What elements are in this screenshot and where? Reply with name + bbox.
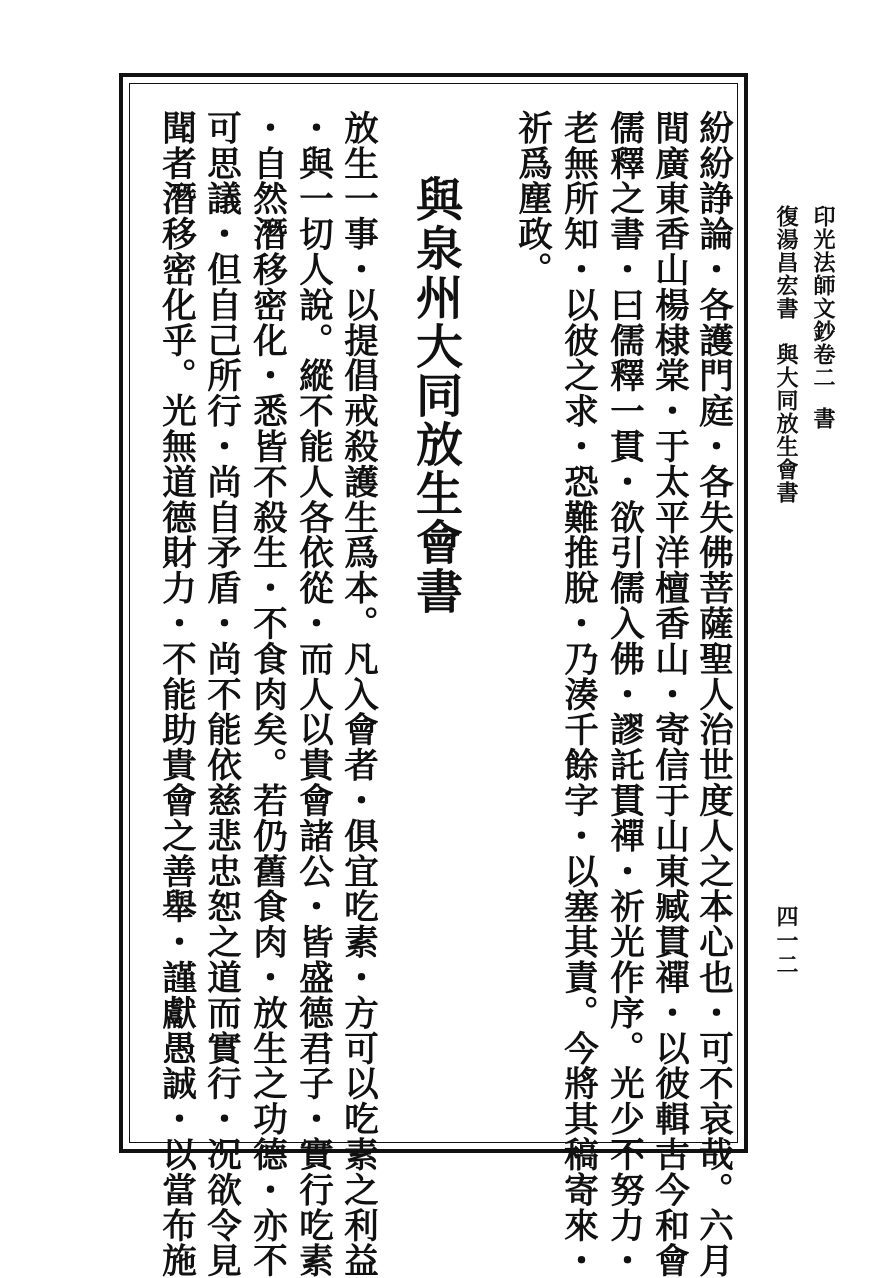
text-column-3: 儒釋之書・曰儒釋一貫・欲引儒入佛・謬託貫禪・祈光作序。光少不努力・ [603, 110, 644, 1278]
text-column-12: 可思議・但自己所行・尚自矛盾・尚不能依慈悲忠恕之道而實行・况欲令見 [200, 110, 241, 1278]
text-column-2: 間廣東香山楊棣棠・于太平洋檀香山・寄信于山東臧貫禪・以彼輯古今和會 [648, 110, 689, 1278]
letter-title: 與泉州大同放生會書 [408, 175, 463, 616]
text-column-9: 放生一事・以提倡戒殺護生爲本。凡入會者・俱宜吃素・方可以吃素之利益 [337, 110, 378, 1278]
running-title: 印光法師文鈔卷二書 [810, 205, 836, 430]
text-column-11: ・自然潛移密化・悉皆不殺生・不食肉矣。若仍舊食肉・放生之功德・亦不 [246, 110, 287, 1278]
text-column-5: 祈爲塵政。 [511, 110, 552, 287]
page-number: 四一二 [773, 905, 799, 977]
text-column-4: 老無所知・以彼之求・恐難推脫・乃湊千餘字・以塞其責。今將其稿寄來・ [557, 110, 598, 1278]
running-items: 復湯昌宏書 與大同放生會書 [773, 205, 799, 504]
text-column-10: ・與一切人說。縱不能人各依從・而人以貴會諸公・皆盛德君子・實行吃素 [292, 110, 333, 1278]
text-column-1: 紛紛諍論・各護門庭・各失佛菩薩聖人治世度人之本心也・可不哀哉。六月 [692, 110, 733, 1278]
text-column-13: 聞者潛移密化乎。光無道德財力・不能助貴會之善舉・謹獻愚誠・以當布施 [155, 110, 196, 1278]
